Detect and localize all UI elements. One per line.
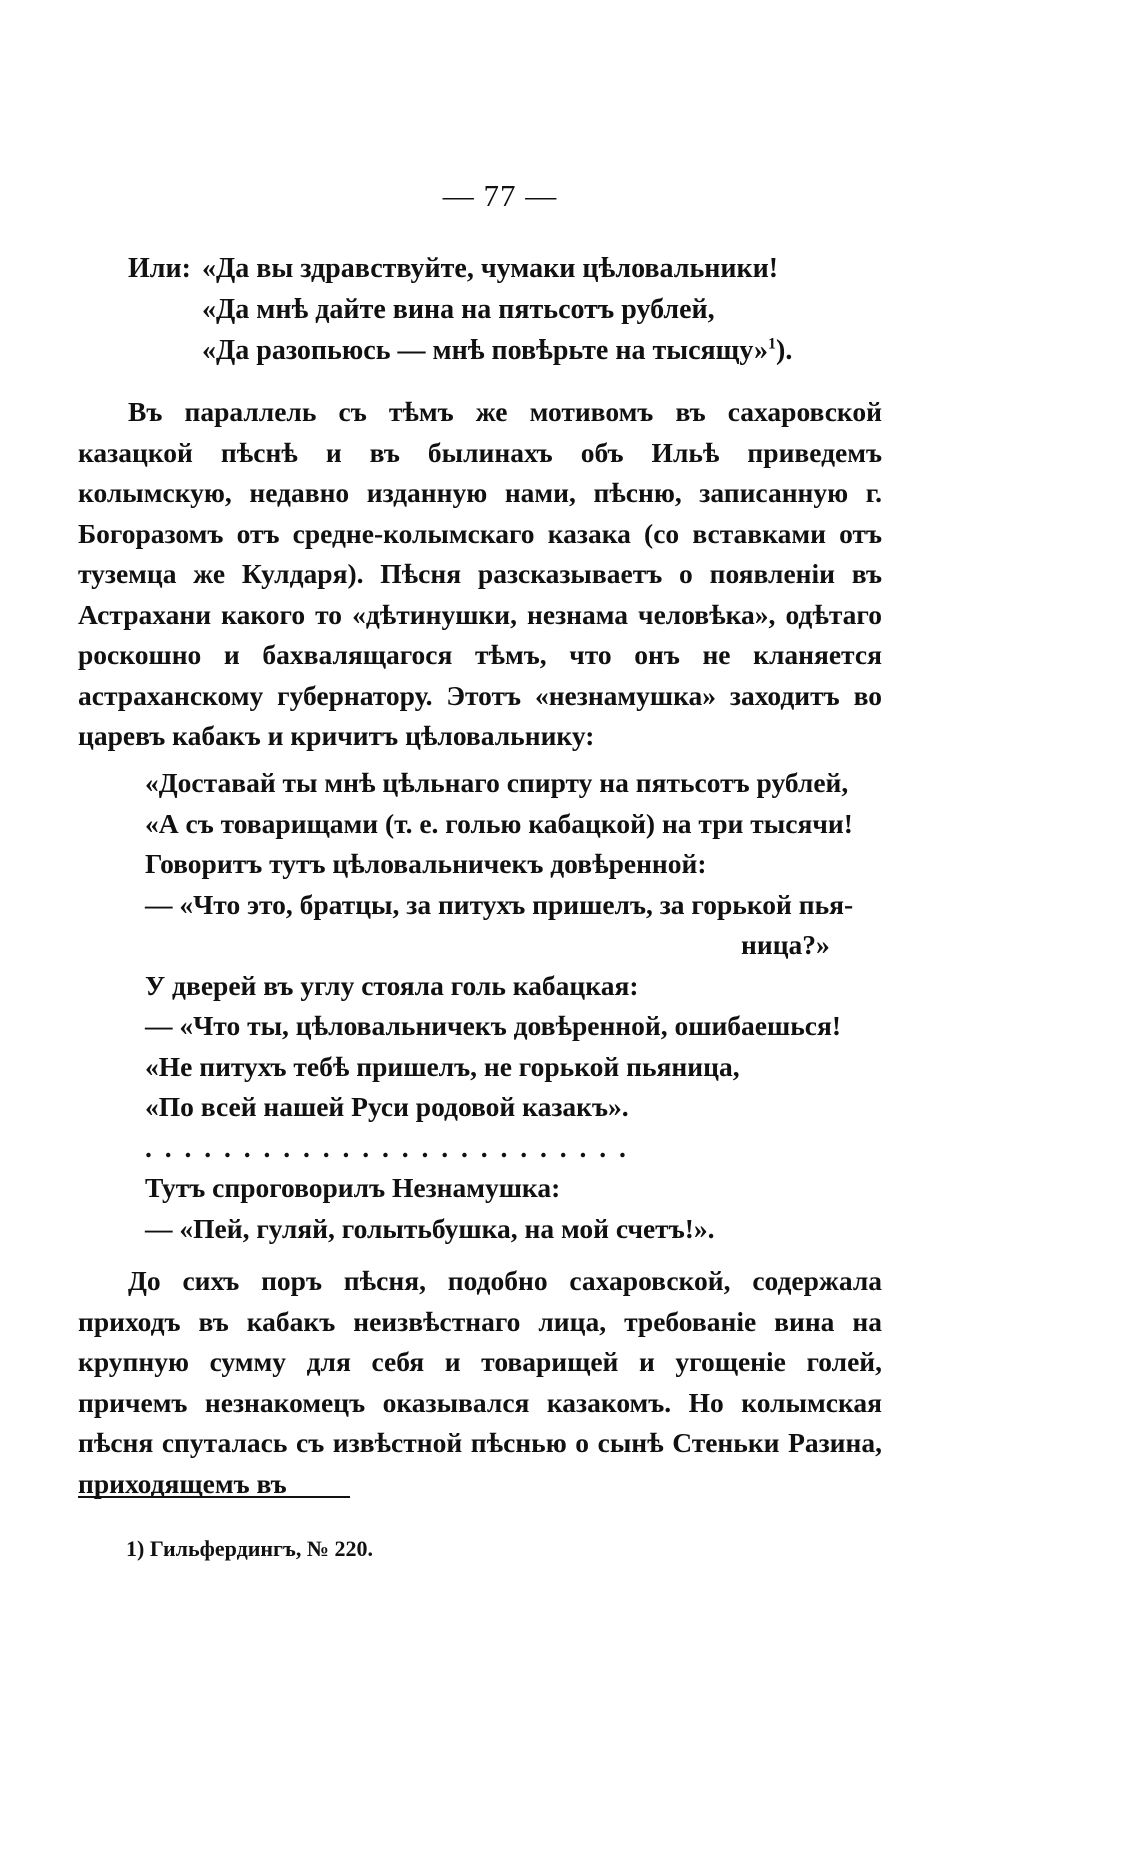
page-number: — 77 — bbox=[442, 178, 558, 213]
verse-line: — «Что это, братцы, за питухъ пришелъ, за горькой пья- bbox=[145, 888, 854, 920]
verse-line: Тутъ спроговорилъ Незнамушка: bbox=[145, 1172, 561, 1203]
epigraph-lead: Или: bbox=[128, 253, 191, 284]
verse-line: Говоритъ тутъ цѣловальничекъ довѣренной: bbox=[145, 848, 707, 879]
verse-ellipsis: . . . . . . . . . . . . . . . . . . . . . . . . . bbox=[145, 1131, 629, 1163]
footnote-separator bbox=[78, 1496, 350, 1498]
verse-line-continuation: ница?» bbox=[741, 929, 830, 960]
epigraph-line bbox=[128, 248, 792, 289]
verse-line: У дверей въ углу стояла голь кабацкая: bbox=[145, 969, 639, 1001]
epigraph-line-text: «Да разопьюсь — мнѣ повѣрьте на тысящу» bbox=[202, 335, 769, 366]
epigraph-line-text: «Да вы здравствуйте, чумаки цѣловальники! bbox=[202, 253, 779, 284]
epigraph-line-text: «Да мнѣ дайте вина на пятьсотъ рублей, bbox=[202, 294, 715, 325]
epigraph-line bbox=[128, 330, 792, 371]
verse-line: «Не питухъ тебѣ пришелъ, не горькой пьяница, bbox=[145, 1050, 740, 1082]
verse-line: — «Пей, гуляй, голытьбушка, на мой счетъ!». bbox=[145, 1212, 715, 1244]
verse-line: «По всей нашей Руси родовой казакъ». bbox=[145, 1091, 629, 1122]
footnote-marker: 1 bbox=[768, 335, 777, 353]
epigraph-quote bbox=[128, 248, 792, 371]
song-excerpt bbox=[145, 763, 853, 1249]
verse-line: — «Что ты, цѣловальничекъ довѣренной, ошибаешься! bbox=[145, 1010, 841, 1041]
verse-line: «А съ товарищами (т. е. голью кабацкой) на три тысячи! bbox=[145, 807, 853, 839]
epigraph-line bbox=[128, 289, 792, 330]
epigraph-closing: ). bbox=[776, 335, 793, 366]
body-paragraph-1: Въ параллель съ тѣмъ же мотивомъ въ сахаровской казацкой пѣснѣ и въ былинахъ объ Ильѣ приведемъ колымскую, недавно изданную нами, пѣсню, записанную г. Богоразомъ отъ средне-колымскаго казака (со вставками отъ туземца же Кулдаря). Пѣсня разсказываетъ о появленiи въ Астрахани какого то «дѣтинушки, незнама человѣка», одѣтаго роскошно и бахвалящагося тѣмъ, что онъ не кланяется астраханскому губернатору. Этотъ «незнамушка» заходитъ во царевъ кабакъ и кричитъ цѣловальнику: bbox=[78, 396, 882, 751]
body-paragraph-2: До сихъ поръ пѣсня, подобно сахаровской, содержала приходъ въ кабакъ неизвѣстнаго лица, требованiе вина на крупную сумму для себя и товарищей и угощенiе голей, причемъ незнакомецъ оказывался казакомъ. Но колымская пѣсня спуталась съ извѣстной пѣснью о сынѣ Стеньки Разина, приходящемъ въ bbox=[78, 1265, 882, 1499]
footnote: 1) Гильфердингъ, № 220. bbox=[126, 1536, 373, 1561]
verse-line: «Доставай ты мнѣ цѣльнаго спирту на пятьсотъ рублей, bbox=[145, 767, 849, 798]
